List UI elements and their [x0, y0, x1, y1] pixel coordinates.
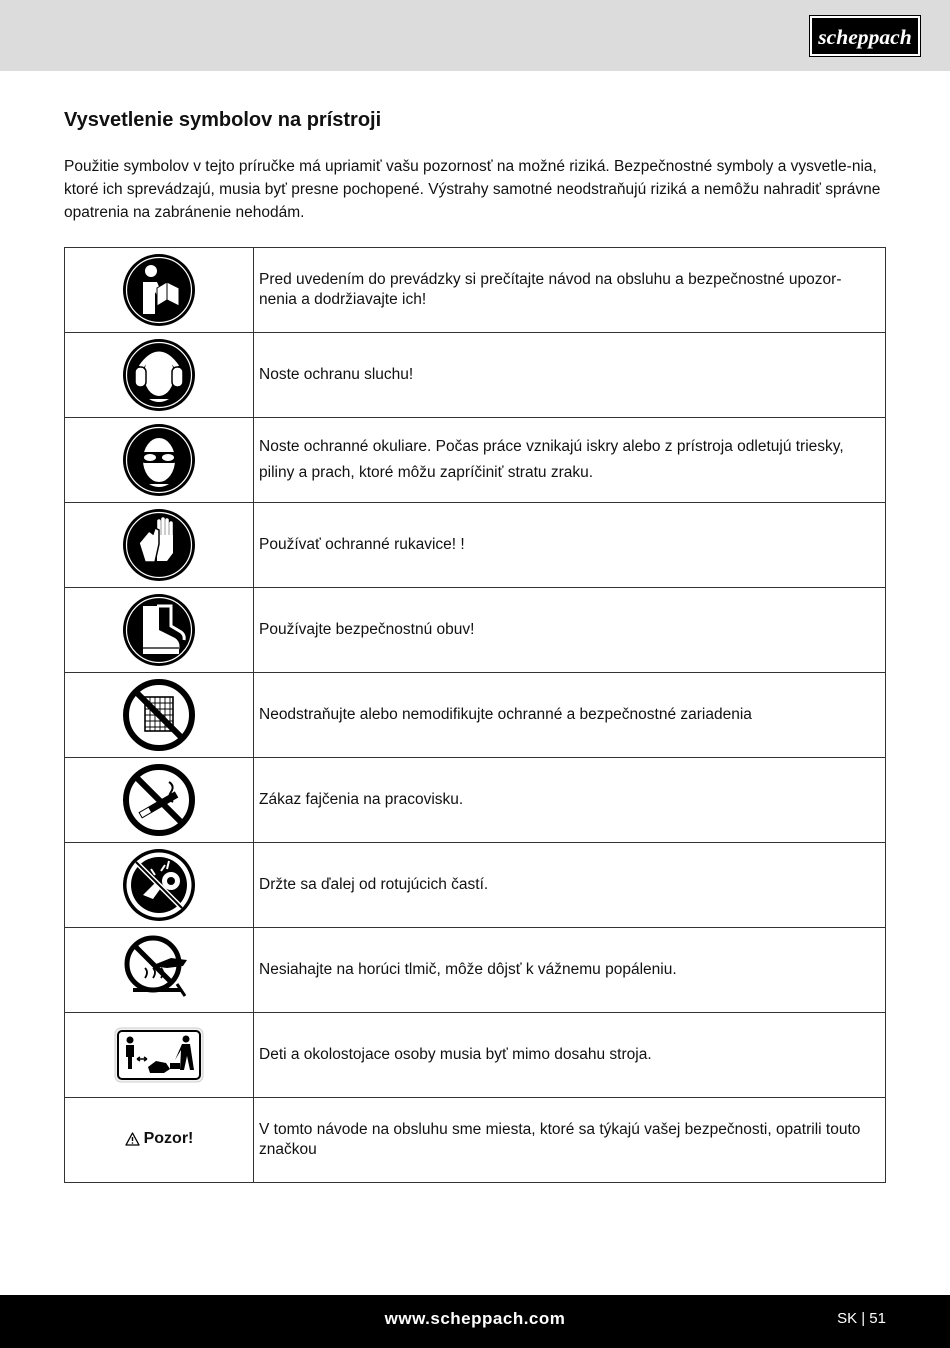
- table-row: [65, 503, 886, 588]
- read-manual-icon: [121, 252, 197, 328]
- symbol-description: Používať ochranné rukavice! !: [254, 503, 886, 588]
- symbol-description: Noste ochranné okuliare. Počas práce vznikajú iskry alebo z prístroja odletujú triesky, piliny a prach, ktoré môžu zapríčiniť stratu zraku.: [254, 418, 886, 503]
- eye-protection-icon: [121, 422, 197, 498]
- rotating-parts-icon: [121, 847, 197, 923]
- keep-bystanders-away-icon: [114, 1027, 204, 1083]
- symbol-description: Pred uvedením do prevádzky si prečítajte návod na obsluhu a bezpečnostné upozor-nenia a dodržiavajte ich!: [254, 248, 886, 333]
- symbol-description: Nesiahajte na horúci tlmič, môže dôjsť k vážnemu popáleniu.: [254, 928, 886, 1013]
- table-row: [65, 843, 886, 928]
- symbol-description: Noste ochranu sluchu!: [254, 333, 886, 418]
- table-row: [65, 418, 886, 503]
- table-row: [65, 333, 886, 418]
- symbol-description: Deti a okolostojace osoby musia byť mimo dosahu stroja.: [254, 1013, 886, 1098]
- table-row: [65, 1098, 886, 1183]
- table-row: [65, 928, 886, 1013]
- table-row: [65, 248, 886, 333]
- no-smoking-icon: [121, 762, 197, 838]
- scheppach-logo: [810, 16, 920, 56]
- warning-label-text: Pozor!: [143, 1129, 194, 1147]
- safety-boots-icon: [121, 592, 197, 668]
- symbols-table: [64, 247, 886, 1183]
- table-row: [65, 758, 886, 843]
- no-guard-removal-icon: [121, 677, 197, 753]
- footer: [0, 1295, 950, 1348]
- warning-label: [125, 1130, 194, 1148]
- logo-text: scheppach: [818, 25, 912, 50]
- table-row: [65, 1013, 886, 1098]
- table-row: [65, 588, 886, 673]
- intro-paragraph: Použitie symbolov v tejto príručke má upriamiť vašu pozornosť na možné riziká. Bezpečnostné symboly a vysvetle-nia, ktoré ich sprevádzajú, musia byť presne pochopené. Výstrahy samotné neodstraňujú riziká a nemôžu nahradiť správne opatrenia na zabránenie nehodám.: [64, 158, 881, 221]
- symbol-description: Zákaz fajčenia na pracovisku.: [254, 758, 886, 843]
- gloves-icon: [121, 507, 197, 583]
- warning-triangle-icon: [125, 1132, 140, 1146]
- page-number: SK | 51: [837, 1310, 886, 1327]
- symbol-description: Používajte bezpečnostnú obuv!: [254, 588, 886, 673]
- ear-protection-icon: [121, 337, 197, 413]
- symbol-description: V tomto návode na obsluhu sme miesta, ktoré sa týkajú vašej bezpečnosti, opatrili touto značkou: [254, 1098, 886, 1183]
- table-row: [65, 673, 886, 758]
- footer-website-link[interactable]: www.scheppach.com: [384, 1309, 566, 1328]
- symbol-description: Držte sa ďalej od rotujúcich častí.: [254, 843, 886, 928]
- hot-surface-icon: [121, 932, 197, 1008]
- page-title: Vysvetlenie symbolov na prístroji: [64, 109, 382, 131]
- top-bar: [0, 0, 950, 71]
- symbol-description: Neodstraňujte alebo nemodifikujte ochranné a bezpečnostné zariadenia: [254, 673, 886, 758]
